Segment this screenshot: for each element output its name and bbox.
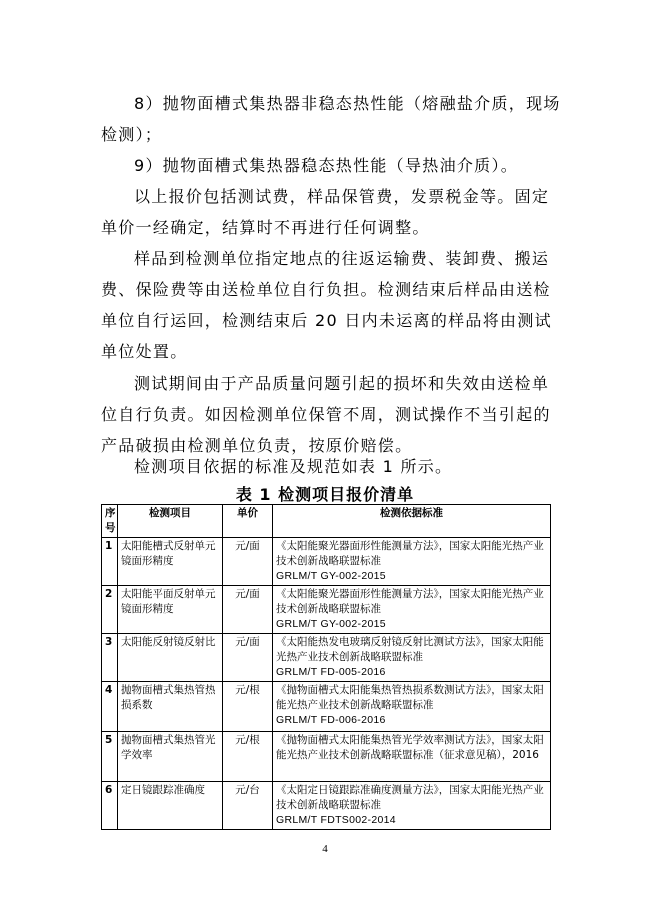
standard-code: GRLM/T FD-006-2016 (276, 714, 386, 726)
standard-code: GRLM/T GY-002-2015 (276, 618, 386, 630)
standard-code: GRLM/T GY-002-2015 (276, 570, 386, 582)
page-number: 4 (322, 843, 328, 855)
row-unit: 元/面 (223, 586, 273, 634)
row-standard (273, 682, 551, 732)
header-item: 检测项目 (118, 505, 223, 538)
table-title: 表 1 检测项目报价清单 (235, 485, 415, 504)
row-no: 6 (102, 782, 118, 830)
standard-text: 《太阳定日镜跟踪准确度测量方法》，国家太阳能光热产业技术创新战略联盟标准 (276, 784, 544, 811)
row-item: 太阳能槽式反射单元镜面形精度 (118, 538, 223, 586)
row-no: 2 (102, 586, 118, 634)
row-no: 3 (102, 634, 118, 682)
table-row (102, 682, 551, 732)
standard-text: 《太阳能聚光器面形性能测量方法》，国家太阳能光热产业技术创新战略联盟标准 (276, 588, 544, 615)
paragraph-damage-note: 测试期间由于产品质量问题引起的损坏和失效由送检单位自行负责。如因检测单位保管不周，测试操作不当引起的产品破损由检测单位负责，按原价赔偿。 (101, 374, 551, 455)
row-unit: 元/根 (223, 682, 273, 732)
row-standard (273, 538, 551, 586)
standard-text: 《太阳能聚光器面形性能测量方法》，国家太阳能光热产业技术创新战略联盟标准 (276, 540, 544, 567)
row-unit: 元/面 (223, 538, 273, 586)
standard-text: 《太阳能热发电玻璃反射镜反射比测试方法》，国家太阳能光热产业技术创新战略联盟标准 (276, 636, 544, 663)
table-row (102, 538, 551, 586)
table-header-row (102, 505, 551, 538)
table-row (102, 782, 551, 830)
paragraph-item-9: 9）抛物面槽式集热器稳态热性能（导热油介质）。 (134, 156, 519, 175)
row-standard (273, 732, 551, 782)
table-row (102, 586, 551, 634)
standard-text: 《抛物面槽式太阳能集热管热损系数测试方法》，国家太阳能光热产业技术创新战略联盟标准 (276, 684, 544, 711)
standard-code: GRLM/T FDTS002-2014 (276, 814, 396, 826)
row-unit: 元/台 (223, 782, 273, 830)
standard-text: 《抛物面槽式太阳能集热管光学效率测试方法》，国家太阳能光热产业技术创新战略联盟标准（征求意见稿），2016 (276, 734, 544, 761)
row-item: 太阳能平面反射单元镜面形精度 (118, 586, 223, 634)
paragraph-table-ref: 检测项目依据的标准及规范如表 1 所示。 (134, 457, 453, 476)
row-no: 5 (102, 732, 118, 782)
row-unit: 元/根 (223, 732, 273, 782)
standard-code: GRLM/T FD-005-2016 (276, 666, 386, 678)
row-standard (273, 586, 551, 634)
paragraph-price-note: 以上报价包括测试费，样品保管费，发票税金等。固定单价一经确定，结算时不再进行任何调整。 (101, 187, 550, 237)
row-item: 抛物面槽式集热管光学效率 (118, 732, 223, 782)
row-item: 太阳能反射镜反射比 (118, 634, 223, 682)
row-no: 4 (102, 682, 118, 732)
row-standard (273, 782, 551, 830)
paragraph-shipping-note: 样品到检测单位指定地点的往返运输费、装卸费、搬运费、保险费等由送检单位自行负担。检测结束后样品由送检单位自行运回，检测结束后 20 日内未运离的样品将由测试单位处置。 (101, 249, 552, 361)
row-unit: 元/面 (223, 634, 273, 682)
header-standard: 检测依据标准 (273, 505, 551, 538)
row-no: 1 (102, 538, 118, 586)
header-unit: 单价 (223, 505, 273, 538)
price-table (101, 504, 551, 830)
table-row (102, 634, 551, 682)
row-standard (273, 634, 551, 682)
header-no: 序号 (102, 505, 118, 538)
row-item: 定日镜跟踪准确度 (118, 782, 223, 830)
paragraph-item-8: 8）抛物面槽式集热器非稳态热性能（熔融盐介质，现场检测）； (101, 94, 561, 144)
row-item: 抛物面槽式集热管热损系数 (118, 682, 223, 732)
table-row (102, 732, 551, 782)
